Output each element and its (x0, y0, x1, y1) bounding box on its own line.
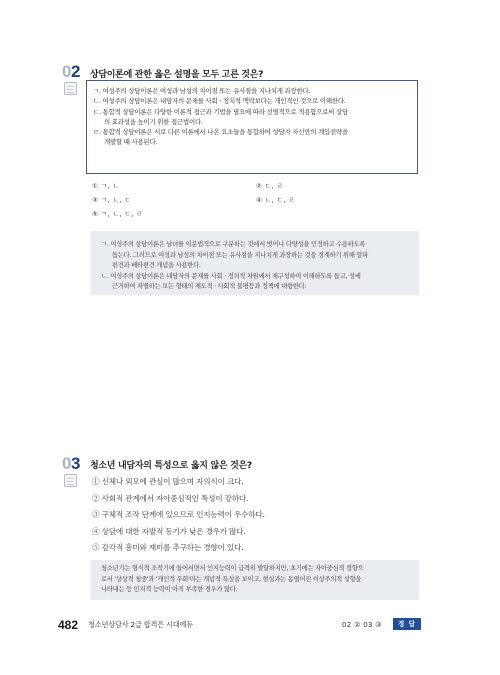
option-5[interactable]: ⑤ 감각적 흥미와 재미를 추구하는 경향이 있다. (92, 543, 244, 552)
option-2[interactable]: ② ㄷ, ㄹ (256, 182, 284, 190)
book-title: 청소년상담사 2급 합격은 시대에듀 (88, 620, 194, 629)
statement-box-02 (86, 80, 418, 174)
page-footer (0, 618, 500, 636)
review-checkbox-02 (64, 82, 77, 95)
option-3[interactable]: ③ 구체적 조작 단계에 있으므로 인지능력이 우수하다. (92, 510, 265, 519)
option-list-03 (92, 474, 265, 557)
option-2[interactable]: ② 사회적 관계에서 자아중심적인 특성이 강하다. (92, 493, 249, 503)
option-3[interactable]: ③ ㄱ, ㄴ, ㄷ (92, 196, 132, 204)
option-4[interactable]: ④ ㄴ, ㄷ, ㄹ (256, 196, 296, 204)
statement-d: ㄹ. 통합적 상담이론은 서로 다른 이론에서 나온 요소들을 통합하여 상담자 자신만의 개입전략을 개발할 때 사용된다. (93, 128, 348, 147)
answer-badge: 정 답 (393, 618, 421, 630)
option-4[interactable]: ④ 상담에 대한 자발적 동기가 낮은 경우가 많다. (92, 526, 246, 536)
explanation-b: ㄴ. 여성주의 상담이론은 내담자의 문제를 사회 · 정치적 차원에서 재구성하여 이해하도록 돕고, 성에 근거하여 차별하는 모든 형태의 제도적 · 사회적 불평등과 정책에 대항한다. (101, 272, 361, 290)
explanation-box-03: 청소년기는 형식적 조작기에 들어서면서 인지능력이 급격히 발달하지만, 초기에는 자아중심적 경향으 로서 '상상적 청중'과 '개인적 우화'라는 개념적 특성을 보이고, 현실과는 동떨어진 이상주의적 성향을 나타내는 등 인지적 능력이 아직 부족한 경우가 많다. (91, 560, 419, 600)
question-title-02: 상담이론에 관한 옳은 설명을 모두 고른 것은? (90, 70, 264, 80)
review-checkbox-03 (64, 474, 77, 487)
question-title-03: 청소년 내담자의 특성으로 옳지 않은 것은? (90, 461, 252, 471)
explanation-box-02 (91, 231, 419, 295)
statement-a: ㄱ. 여성주의 상담이론은 여성과 남성의 차이점 또는 유사점을 지나치게 과장한다. (93, 87, 311, 95)
option-1[interactable]: ① ㄱ, ㄴ (92, 182, 120, 190)
statement-c: ㄷ. 통합적 상담이론은 다양한 이론적 접근과 기법을 필요에 따라 선별적으로 적용함으로써 상담 의 효과성을 높이기 위한 접근법이다. (93, 107, 348, 126)
option-1[interactable]: ① 신체나 외모에 관심이 많으며 자의식이 크다. (92, 477, 244, 486)
page-number: 482 (58, 618, 79, 632)
question-number-02: 02 (62, 62, 80, 81)
explanation-a: ㄱ. 여성주의 상담이론은 남녀를 이분법적으로 구분하는 것에서 벗어나 다양성을 인정하고 수용하도록 돕는다. 그러므로 여성과 남성의 차이점 또는 유사점을 지나치게 과장하는 것을 경계하기 위해 알파 편견과 베타편견 개념을 사용한다. (101, 241, 369, 269)
question-number-03: 03 (62, 454, 80, 473)
option-5[interactable]: ⑤ ㄱ, ㄴ, ㄷ, ㄹ (92, 210, 143, 218)
answer-key: 02 ② 03 ③ (342, 620, 382, 629)
statement-b: ㄴ. 여성주의 상담이론은 내담자의 문제를 사회 · 정치적 맥락보다는 개인적인 것으로 이해한다. (93, 97, 346, 106)
